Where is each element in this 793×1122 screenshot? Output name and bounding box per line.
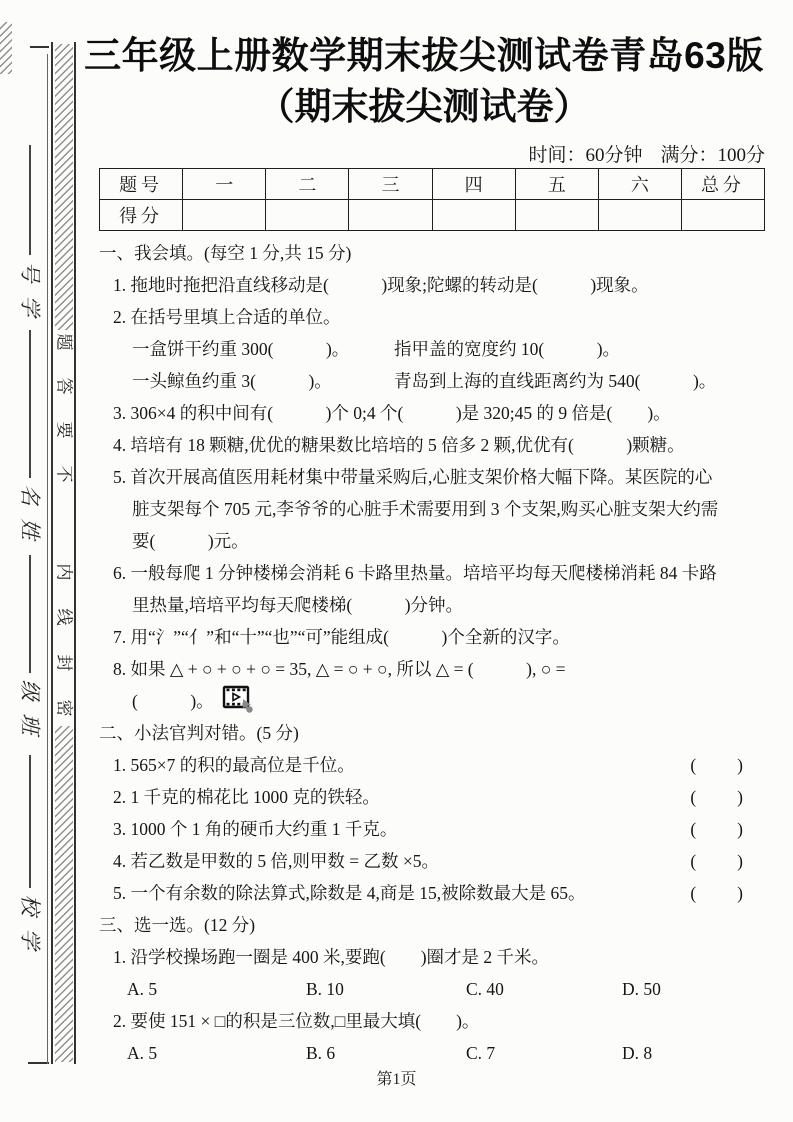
question-text: 3. 306×4 的积中间有( )个 0;4 个( )是 320;45 的 9 倍是( )。 [113,403,671,423]
section-heading [99,909,765,941]
question-text: 1. 沿学校操场跑一圈是 400 米,要跑( )圈才是 2 千米。 [113,947,550,967]
question-line [99,621,765,653]
score-table-header-cell: 一 [183,169,266,200]
field-underline [29,330,31,478]
unit-fill-row [99,333,765,365]
seal-text-char: 内 [54,563,73,581]
question-line [99,429,765,461]
question-text: 5. 首次开展高值医用耗材集中带量采购后,心脏支架价格大幅下降。某医院的心 [113,467,713,487]
question-text: 8. 如果 △ + ○ + ○ + ○ = 35, △ = ○ + ○, 所以 △ = ( ), ○ = [113,659,566,679]
question-line [99,461,765,493]
time-limit-label: 时间：60分钟 [528,145,643,166]
option-label: B. 6 [306,1043,336,1063]
score-cell-empty [598,200,681,231]
score-table-header-row [100,169,765,200]
score-cell-empty [432,200,515,231]
seal-text-char: 答 [54,377,73,395]
seal-band-top-tick [30,46,49,48]
question-line [99,653,765,685]
score-table-header-cell: 二 [266,169,349,200]
field-label-char: 姓 [18,518,42,540]
score-cell-empty [266,200,349,231]
question-text: 4. 若乙数是甲数的 5 倍,则甲数 = 乙数 ×5。 [113,851,439,871]
option-label: C. 7 [466,1043,496,1063]
question-continuation [99,589,765,621]
seal-band-hatch-top [55,44,73,330]
score-table-header-cell: 四 [432,169,515,200]
seal-band-hatch-bottom [55,726,73,1062]
score-table-score-row [100,200,765,231]
field-label-char: 名 [18,484,42,506]
section-heading [99,237,765,269]
score-cell-empty [183,200,266,231]
seal-band-bottom-tick [28,1062,49,1064]
seal-text-char: 不 [54,465,73,483]
question-body [99,237,765,1069]
answer-parens: ( ) [690,787,745,807]
margin-field-class [12,555,48,741]
option-label: A. 5 [127,1043,158,1063]
full-score-label: 满分：100分 [660,145,765,166]
score-cell-empty [681,200,764,231]
question-text: 4. 培培有 18 颗糖,优优的糖果数比培培的 5 倍多 2 颗,优优有( )颗糖。 [113,435,685,455]
question-text: 三、选一选。(12 分) [99,915,256,935]
margin-field-name [12,330,48,546]
fill-blank-item: 青岛到上海的直线距离约为 540( )。 [394,371,717,391]
question-text: 3. 1000 个 1 角的硬币大约重 1 千克。 [113,819,398,839]
field-underline [29,755,31,888]
seal-text-char: 题 [54,333,73,351]
page-number: 第1页 [376,1071,417,1088]
truefalse-row [99,877,765,909]
margin-field-student-number [12,145,48,323]
exam-title: 三年级上册数学期末拔尖测试卷青岛63版 [84,35,764,76]
question-line [99,269,765,301]
question-text: 脏支架每个 705 元,李爷爷的心脏手术需要用到 3 个支架,购买心脏支架大约需 [132,499,719,519]
question-continuation [99,685,765,717]
seal-band-right-line [74,42,76,1064]
field-label-char: 班 [18,713,42,735]
question-text: 2. 在括号里填上合适的单位。 [113,307,341,327]
question-text: ( )。 [132,691,214,711]
score-table-header-cell: 六 [598,169,681,200]
truefalse-row [99,845,765,877]
question-text: 里热量,培培平均每天爬楼梯( )分钟。 [132,595,464,615]
option-label: A. 5 [127,979,158,999]
truefalse-row [99,749,765,781]
answer-parens: ( ) [690,883,745,903]
field-underline [29,555,31,673]
seal-text-char: 线 [54,608,73,626]
seal-text-lower [50,562,76,718]
fill-blank-item: 一盒饼干约重 300( )。 [132,339,350,359]
score-table-header-cell: 三 [349,169,432,200]
unit-fill-row [99,365,765,397]
option-row [99,973,765,1005]
question-line [99,397,765,429]
question-text: 1. 565×7 的积的最高位是千位。 [113,755,355,775]
exam-header [78,30,770,132]
score-row-label: 得分 [100,200,183,231]
score-cell-empty [515,200,598,231]
field-label-char: 号 [18,261,42,283]
score-table [99,168,765,231]
field-underline [29,145,31,255]
question-text: 6. 一般每爬 1 分钟楼梯会消耗 6 卡路里热量。培培平均每天爬楼梯消耗 84 卡路 [113,563,717,583]
score-table-header-cell: 五 [515,169,598,200]
option-label: C. 40 [466,979,504,999]
question-line [99,301,765,333]
option-label: B. 10 [306,979,344,999]
question-line [99,1005,765,1037]
exam-subtitle: （期末拔尖测试卷） [257,86,591,127]
question-text: 2. 1 千克的棉花比 1000 克的铁轻。 [113,787,380,807]
answer-parens: ( ) [690,819,745,839]
fill-blank-item: 指甲盖的宽度约 10( )。 [394,339,621,359]
seal-band-inner-line [51,42,53,1064]
field-label-char: 级 [18,679,42,701]
answer-parens: ( ) [690,755,745,775]
seal-text-char: 封 [54,654,73,672]
seal-text-upper [50,332,76,484]
question-text: 2. 要使 151 × □的积是三位数,□里最大填( )。 [113,1011,480,1031]
video-icon[interactable] [222,685,256,713]
score-table-header-cell: 总分 [681,169,764,200]
question-text: 二、小法官判对错。(5 分) [99,723,299,743]
option-row [99,1037,765,1069]
truefalse-row [99,781,765,813]
truefalse-row [99,813,765,845]
exam-meta [99,140,765,167]
question-text: 1. 拖地时拖把沿直线移动是( )现象;陀螺的转动是( )现象。 [113,275,649,295]
corner-hatch-decoration [0,22,12,74]
section-heading [99,717,765,749]
answer-parens: ( ) [690,851,745,871]
question-line [99,557,765,589]
option-label: D. 50 [622,979,661,999]
margin-field-school [12,755,48,956]
score-table-header-cell: 题号 [100,169,183,200]
option-label: D. 8 [622,1043,653,1063]
question-text: 一、我会填。(每空 1 分,共 15 分) [99,243,352,263]
question-text: 7. 用“氵”“亻”和“十”“也”“可”能组成( )个全新的汉字。 [113,627,570,647]
field-label-char: 校 [18,894,42,916]
question-continuation [99,493,765,525]
question-text: 5. 一个有余数的除法算式,除数是 4,商是 15,被除数最大是 65。 [113,883,586,903]
question-text: 要( )元。 [132,531,249,551]
score-cell-empty [349,200,432,231]
seal-text-char: 密 [54,699,73,717]
question-continuation [99,525,765,557]
question-line [99,941,765,973]
seal-text-char: 要 [54,421,73,439]
field-label-char: 学 [18,295,42,317]
field-label-char: 学 [18,928,42,950]
fill-blank-item: 一头鲸鱼约重 3( )。 [132,371,332,391]
